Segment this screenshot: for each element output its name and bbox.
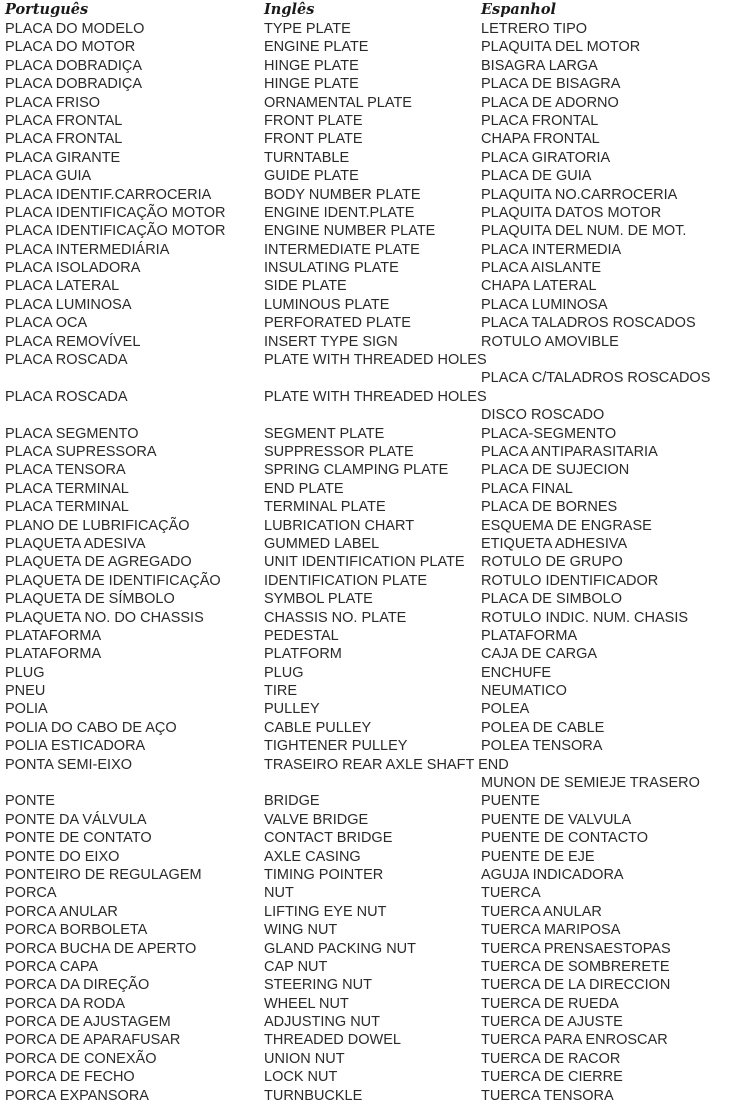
portuguese-term: PLAQUETA DE IDENTIFICAÇÃO (5, 572, 221, 589)
table-row (0, 700, 737, 718)
portuguese-term: PORCA ANULAR (5, 903, 118, 920)
table-row (0, 903, 737, 921)
portuguese-term: PLACA TENSORA (5, 462, 126, 479)
english-term: INSULATING PLATE (264, 260, 399, 277)
english-term: FRONT PLATE (264, 112, 363, 129)
portuguese-term: PORCA DE CONEXÃO (5, 1050, 157, 1067)
portuguese-term: PLACA DOBRADIÇA (5, 76, 142, 93)
table-row (0, 112, 737, 130)
table-row (0, 1068, 737, 1086)
english-term: SIDE PLATE (264, 278, 347, 295)
spanish-term: PLACA GIRATORIA (481, 149, 611, 166)
portuguese-term: PLACA DOBRADIÇA (5, 57, 142, 74)
portuguese-term: PLACA FRONTAL (5, 112, 123, 129)
table-row (0, 259, 737, 277)
spanish-term: NEUMATICO (481, 683, 567, 700)
spanish-term: PUENTE DE EJE (481, 848, 595, 865)
english-term: TERMINAL PLATE (264, 499, 386, 516)
portuguese-term: PORCA DE AJUSTAGEM (5, 1014, 171, 1031)
table-row (0, 719, 737, 737)
spanish-term: PLACA ANTIPARASITARIA (481, 443, 658, 460)
portuguese-term: PORCA DE APARAFUSAR (5, 1032, 181, 1049)
header-spanish: Espanhol (481, 1, 557, 18)
table-row (0, 645, 737, 663)
term-list (0, 20, 737, 1105)
spanish-term: PLATAFORMA (481, 627, 578, 644)
spanish-term: TUERCA PRENSAESTOPAS (481, 940, 671, 957)
spanish-term: ENCHUFE (481, 664, 552, 681)
english-term: PEDESTAL (264, 627, 339, 644)
spanish-term: PLACA DE BORNES (481, 499, 618, 516)
english-term: UNIT IDENTIFICATION PLATE (264, 554, 465, 571)
spanish-term: TUERCA DE AJUSTE (481, 1014, 623, 1031)
english-term: TIRE (264, 683, 298, 700)
english-term: TYPE PLATE (264, 21, 351, 37)
spanish-term: PLACA-SEGMENTO (481, 425, 617, 442)
spanish-term: ROTULO IDENTIFICADOR (481, 572, 659, 589)
portuguese-term: PLACA ROSCADA (5, 352, 128, 369)
table-row (0, 388, 737, 406)
english-term: INSERT TYPE SIGN (264, 333, 398, 350)
english-term: SUPPRESSOR PLATE (264, 443, 414, 460)
spanish-term: PLACA C/TALADROS ROSCADOS (481, 370, 711, 387)
spanish-term: ROTULO AMOVIBLE (481, 333, 619, 350)
table-row (0, 664, 737, 682)
portuguese-term: PLAQUETA NO. DO CHASSIS (5, 609, 204, 626)
portuguese-term: PLACA LATERAL (5, 278, 120, 295)
english-term: PLATFORM (264, 646, 342, 663)
spanish-term: DISCO ROSCADO (481, 407, 605, 424)
portuguese-term: PLUG (5, 664, 45, 681)
table-row (0, 369, 737, 387)
spanish-term: TUERCA DE RACOR (481, 1050, 621, 1067)
english-term: INTERMEDIATE PLATE (264, 241, 420, 258)
portuguese-term: PLACA IDENTIF.CARROCERIA (5, 186, 212, 203)
header-english: Inglês (264, 1, 315, 18)
table-row (0, 94, 737, 112)
table-row (0, 241, 737, 259)
portuguese-term: PORCA EXPANSORA (5, 1087, 149, 1104)
spanish-term: PLAQUITA DEL MOTOR (481, 39, 641, 56)
table-row (0, 535, 737, 553)
table-row (0, 406, 737, 424)
table-row (0, 296, 737, 314)
table-row (0, 351, 737, 369)
english-term: TRASEIRO REAR AXLE SHAFT END (264, 756, 509, 773)
spanish-term: TUERCA PARA ENROSCAR (481, 1032, 668, 1049)
table-row (0, 792, 737, 810)
portuguese-term: PORCA BUCHA DE APERTO (5, 940, 197, 957)
spanish-term: TUERCA TENSORA (481, 1087, 614, 1104)
english-term: ADJUSTING NUT (264, 1014, 380, 1031)
table-row (0, 167, 737, 185)
spanish-term: PLACA DE ADORNO (481, 94, 619, 111)
english-term: SPRING CLAMPING PLATE (264, 462, 449, 479)
spanish-term: TUERCA DE LA DIRECCION (481, 977, 671, 994)
spanish-term: PLACA DE BISAGRA (481, 76, 621, 93)
table-row (0, 866, 737, 884)
english-term: ENGINE IDENT.PLATE (264, 204, 415, 221)
table-row (0, 627, 737, 645)
portuguese-term: POLIA ESTICADORA (5, 738, 146, 755)
portuguese-term: PONTEIRO DE REGULAGEM (5, 866, 202, 883)
spanish-term: PLACA AISLANTE (481, 260, 602, 277)
english-term: PLATE WITH THREADED HOLES (264, 352, 487, 369)
spanish-term: TUERCA DE RUEDA (481, 995, 619, 1012)
table-row (0, 443, 737, 461)
english-term: THREADED DOWEL (264, 1032, 401, 1049)
english-term: AXLE CASING (264, 848, 361, 865)
spanish-term: MUNON DE SEMIEJE TRASERO (481, 775, 700, 792)
portuguese-term: PLACA FRONTAL (5, 131, 123, 148)
spanish-term: PLAQUITA DEL NUM. DE MOT. (481, 223, 687, 240)
table-row (0, 333, 737, 351)
portuguese-term: PONTE DA VÁLVULA (5, 811, 147, 828)
english-term: WHEEL NUT (264, 995, 349, 1012)
english-term: PLATE WITH THREADED HOLES (264, 388, 487, 405)
table-row (0, 1087, 737, 1105)
portuguese-term: PORCA DA RODA (5, 995, 126, 1012)
english-term: ENGINE NUMBER PLATE (264, 223, 436, 240)
table-row (0, 461, 737, 479)
spanish-term: POLEA TENSORA (481, 738, 603, 755)
spanish-term: CAJA DE CARGA (481, 646, 598, 663)
portuguese-term: PLACA DO MODELO (5, 21, 145, 37)
english-term: SYMBOL PLATE (264, 591, 373, 608)
portuguese-term: PLACA IDENTIFICAÇÃO MOTOR (5, 223, 226, 240)
table-row (0, 848, 737, 866)
english-term: SEGMENT PLATE (264, 425, 385, 442)
portuguese-term: PLACA LUMINOSA (5, 296, 132, 313)
portuguese-term: PONTE DE CONTATO (5, 830, 152, 847)
spanish-term: PUENTE DE CONTACTO (481, 830, 649, 847)
table-row (0, 314, 737, 332)
spanish-term: PLACA FINAL (481, 480, 573, 497)
portuguese-term: PNEU (5, 683, 46, 700)
spanish-term: PLACA TALADROS ROSCADOS (481, 315, 696, 332)
portuguese-term: PONTE (5, 793, 55, 810)
table-row (0, 204, 737, 222)
portuguese-term: PLACA SEGMENTO (5, 425, 139, 442)
spanish-term: PUENTE (481, 793, 540, 810)
english-term: STEERING NUT (264, 977, 372, 994)
english-term: TURNBUCKLE (264, 1087, 363, 1104)
table-row (0, 921, 737, 939)
table-row (0, 1031, 737, 1049)
spanish-term: CHAPA FRONTAL (481, 131, 600, 148)
english-term: TIMING POINTER (264, 866, 384, 883)
table-row (0, 756, 737, 774)
portuguese-term: PLAQUETA DE AGREGADO (5, 554, 192, 571)
table-row (0, 517, 737, 535)
english-term: VALVE BRIDGE (264, 811, 369, 828)
english-term: GLAND PACKING NUT (264, 940, 417, 957)
spanish-term: ROTULO INDIC. NUM. CHASIS (481, 609, 689, 626)
table-row (0, 498, 737, 516)
portuguese-term: PLACA FRISO (5, 94, 101, 111)
english-term: LIFTING EYE NUT (264, 903, 387, 920)
spanish-term: POLEA (481, 701, 530, 718)
spanish-term: PLACA DE GUIA (481, 168, 592, 185)
english-term: BRIDGE (264, 793, 320, 810)
english-term: PERFORATED PLATE (264, 315, 411, 332)
table-row (0, 20, 737, 38)
spanish-term: PUENTE DE VALVULA (481, 811, 632, 828)
portuguese-term: PLAQUETA ADESIVA (5, 535, 146, 552)
english-term: FRONT PLATE (264, 131, 363, 148)
portuguese-term: PORCA DA DIREÇÃO (5, 977, 150, 994)
portuguese-term: PONTA SEMI-EIXO (5, 756, 133, 773)
portuguese-term: POLIA (5, 701, 48, 718)
portuguese-term: PORCA DE FECHO (5, 1069, 135, 1086)
portuguese-term: PLACA GIRANTE (5, 149, 121, 166)
english-term: CONTACT BRIDGE (264, 830, 393, 847)
spanish-term: PLACA LUMINOSA (481, 296, 608, 313)
english-term: END PLATE (264, 480, 344, 497)
table-row (0, 222, 737, 240)
spanish-term: POLEA DE CABLE (481, 719, 605, 736)
table-row (0, 130, 737, 148)
portuguese-term: PLACA ISOLADORA (5, 260, 141, 277)
portuguese-term: PLACA REMOVÍVEL (5, 333, 141, 350)
table-row (0, 1050, 737, 1068)
header-portuguese: Português (5, 1, 89, 18)
portuguese-term: PORCA CAPA (5, 958, 99, 975)
table-row (0, 57, 737, 75)
portuguese-term: PORCA (5, 885, 57, 902)
english-term: TIGHTENER PULLEY (264, 738, 408, 755)
portuguese-term: PLACA ROSCADA (5, 388, 128, 405)
english-term: UNION NUT (264, 1050, 345, 1067)
spanish-term: LETRERO TIPO (481, 21, 588, 37)
table-row (0, 774, 737, 792)
portuguese-term: POLIA DO CABO DE AÇO (5, 719, 177, 736)
spanish-term: PLAQUITA DATOS MOTOR (481, 204, 662, 221)
table-row (0, 590, 737, 608)
spanish-term: ESQUEMA DE ENGRASE (481, 517, 652, 534)
english-term: ORNAMENTAL PLATE (264, 94, 412, 111)
english-term: LUMINOUS PLATE (264, 296, 390, 313)
table-row (0, 75, 737, 93)
english-term: HINGE PLATE (264, 57, 359, 74)
spanish-term: TUERCA (481, 885, 541, 902)
portuguese-term: PONTE DO EIXO (5, 848, 120, 865)
table-row (0, 829, 737, 847)
english-term: CAP NUT (264, 958, 328, 975)
table-row (0, 38, 737, 56)
english-term: HINGE PLATE (264, 76, 359, 93)
english-term: LOCK NUT (264, 1069, 338, 1086)
table-row (0, 976, 737, 994)
portuguese-term: PLACA TERMINAL (5, 480, 129, 497)
table-row (0, 277, 737, 295)
english-term: LUBRICATION CHART (264, 517, 415, 534)
table-row (0, 1013, 737, 1031)
spanish-term: TUERCA MARIPOSA (481, 922, 621, 939)
spanish-term: PLACA DE SIMBOLO (481, 591, 623, 608)
portuguese-term: PLACA INTERMEDIÁRIA (5, 241, 170, 258)
portuguese-term: PLACA OCA (5, 315, 88, 332)
portuguese-term: PLACA TERMINAL (5, 499, 129, 516)
portuguese-term: PLATAFORMA (5, 627, 102, 644)
english-term: CABLE PULLEY (264, 719, 372, 736)
spanish-term: BISAGRA LARGA (481, 57, 598, 74)
spanish-term: TUERCA DE CIERRE (481, 1069, 623, 1086)
english-term: WING NUT (264, 922, 338, 939)
english-term: TURNTABLE (264, 149, 350, 166)
table-row (0, 609, 737, 627)
english-term: PLUG (264, 664, 304, 681)
portuguese-term: PLAQUETA DE SÍMBOLO (5, 591, 175, 608)
english-term: IDENTIFICATION PLATE (264, 572, 428, 589)
portuguese-term: PORCA BORBOLETA (5, 922, 148, 939)
table-row (0, 958, 737, 976)
spanish-term: TUERCA DE SOMBRERETE (481, 958, 670, 975)
spanish-term: ETIQUETA ADHESIVA (481, 535, 628, 552)
english-term: GUMMED LABEL (264, 535, 380, 552)
portuguese-term: PLATAFORMA (5, 646, 102, 663)
spanish-term: PLACA INTERMEDIA (481, 241, 622, 258)
table-row (0, 480, 737, 498)
spanish-term: PLACA DE SUJECION (481, 462, 630, 479)
portuguese-term: PLACA GUIA (5, 168, 92, 185)
table-row (0, 425, 737, 443)
english-term: BODY NUMBER PLATE (264, 186, 421, 203)
english-term: GUIDE PLATE (264, 168, 359, 185)
table-row (0, 884, 737, 902)
portuguese-term: PLACA SUPRESSORA (5, 443, 157, 460)
table-row (0, 682, 737, 700)
portuguese-term: PLACA DO MOTOR (5, 39, 136, 56)
english-term: ENGINE PLATE (264, 39, 369, 56)
table-row (0, 553, 737, 571)
table-row (0, 995, 737, 1013)
portuguese-term: PLANO DE LUBRIFICAÇÃO (5, 517, 190, 534)
spanish-term: PLAQUITA NO.CARROCERIA (481, 186, 678, 203)
spanish-term: AGUJA INDICADORA (481, 866, 624, 883)
table-row (0, 737, 737, 755)
table-row (0, 149, 737, 167)
english-term: NUT (264, 885, 294, 902)
table-row (0, 186, 737, 204)
table-row (0, 811, 737, 829)
spanish-term: ROTULO DE GRUPO (481, 554, 623, 571)
table-row (0, 940, 737, 958)
table-row (0, 572, 737, 590)
spanish-term: CHAPA LATERAL (481, 278, 597, 295)
english-term: PULLEY (264, 701, 320, 718)
spanish-term: PLACA FRONTAL (481, 112, 599, 129)
spanish-term: TUERCA ANULAR (481, 903, 602, 920)
english-term: CHASSIS NO. PLATE (264, 609, 407, 626)
portuguese-term: PLACA IDENTIFICAÇÃO MOTOR (5, 204, 226, 221)
